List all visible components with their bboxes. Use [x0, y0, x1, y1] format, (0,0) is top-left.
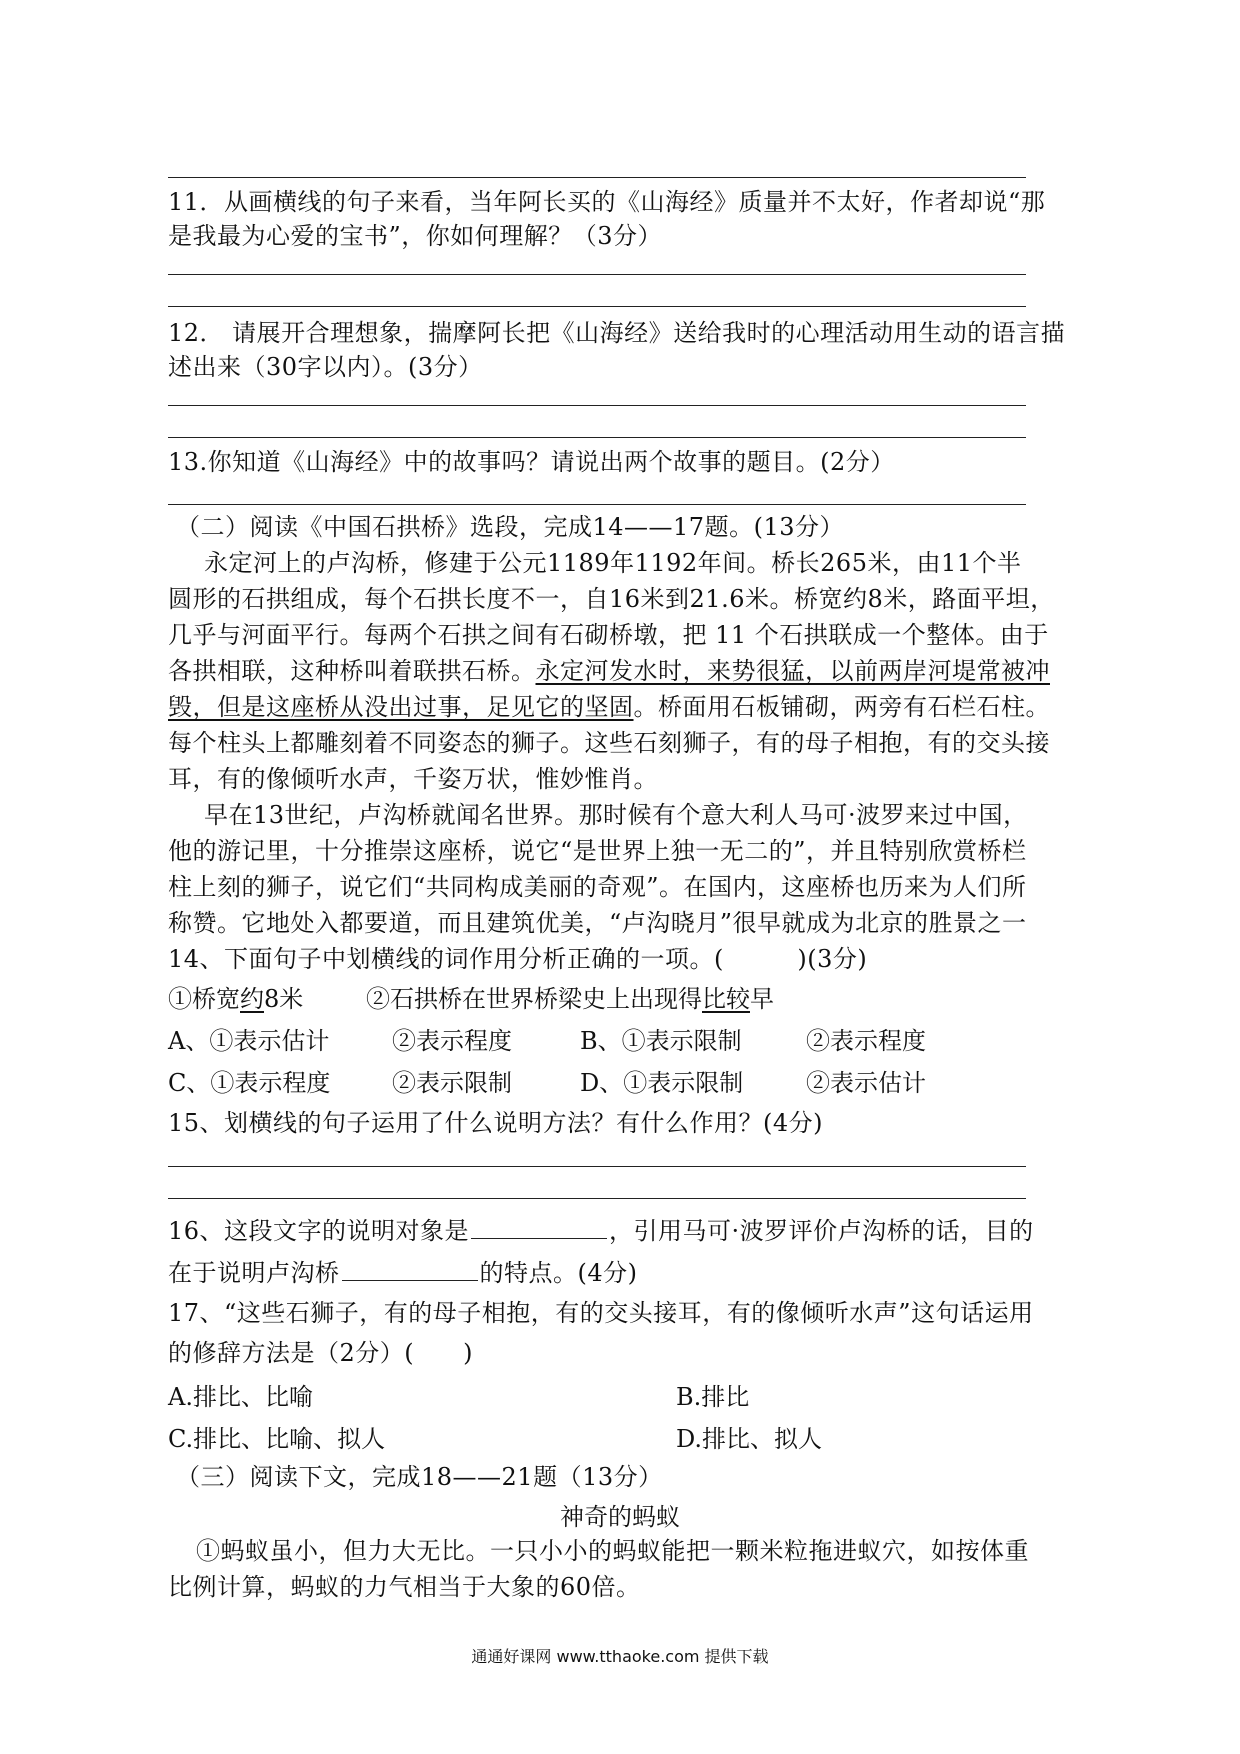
sentence-text: 8米: [264, 985, 304, 1013]
underlined-sentence: 毁，但是这座桥从没出过事，足见它的坚固: [168, 693, 634, 721]
q17-line-2: 的修辞方法是（2分）( ): [168, 1339, 473, 1367]
q17-option-d: D.排比、拟人: [676, 1425, 823, 1453]
answer-line: [168, 437, 1026, 438]
section2-header: （二）阅读《中国石拱桥》选段，完成14——17题。(13分）: [176, 513, 844, 541]
passage-line: ①蚂蚁虽小，但力大无比。一只小小的蚂蚁能把一颗米粒拖进蚁穴，如按体重: [196, 1537, 1029, 1565]
passage-line: 早在13世纪，卢沟桥就闻名世界。那时候有个意大利人马可·波罗来过中国，: [204, 801, 1028, 829]
answer-line: [168, 405, 1026, 406]
fill-blank[interactable]: [471, 1216, 607, 1239]
underlined-word: 约: [240, 985, 264, 1013]
q17-option-c: C.排比、比喻、拟人: [168, 1425, 386, 1453]
passage-line: 耳，有的像倾听水声，千姿万状，惟妙惟肖。: [168, 765, 658, 793]
sentence-text: ②石拱桥在世界桥梁史上出现得: [366, 985, 702, 1013]
passage-text: 各拱相联，这种桥叫着联拱石桥。: [168, 657, 536, 685]
passage-line: 每个柱头上都雕刻着不同姿态的狮子。这些石刻狮子，有的母子相抱，有的交头接: [168, 729, 1050, 757]
passage-line: 称赞。它地处入都要道，而且建筑优美，“卢沟晓月”很早就成为北京的胜景之一: [168, 909, 1027, 937]
underlined-sentence: 永定河发水时，来势很猛，以前两岸河堤常被冲: [535, 657, 1050, 685]
q14-stem: 14、下面句子中划横线的词作用分析正确的一项。( )(3分): [168, 945, 868, 973]
q16-line-2: [168, 1258, 638, 1288]
q14-option-d: D、①表示限制: [580, 1069, 744, 1097]
q17-option-a: A.排比、比喻: [168, 1383, 313, 1411]
question-text: 16、这段文字的说明对象是: [168, 1217, 470, 1245]
fill-blank[interactable]: [342, 1258, 478, 1281]
q14-option-a-2: ②表示程度: [392, 1027, 512, 1055]
answer-line: [168, 1166, 1026, 1167]
passage-line: [168, 656, 1050, 686]
sentence-text: ①桥宽: [168, 985, 240, 1013]
question-text: 在于说明卢沟桥: [168, 1259, 340, 1287]
answer-line: [168, 1198, 1026, 1199]
q14-option-c: C、①表示程度: [168, 1069, 331, 1097]
passage-line: 比例计算，蚂蚁的力气相当于大象的60倍。: [168, 1573, 641, 1601]
footer-credit: 通通好课网 www.tthaoke.com 提供下载: [471, 1647, 769, 1666]
article-title: 神奇的蚂蚁: [560, 1503, 680, 1531]
question-text: 的特点。(4分): [479, 1259, 638, 1287]
sentence-text: 早: [750, 985, 774, 1013]
q17-option-b: B.排比: [676, 1383, 750, 1411]
passage-line: 他的游记里，十分推崇这座桥，说它“是世界上独一无二的”，并且特别欣赏桥栏: [168, 837, 1027, 865]
answer-line: [168, 504, 1026, 505]
passage-text: 。桥面用石板铺砌，两旁有石栏石柱。: [633, 693, 1050, 721]
q14-option-b: B、①表示限制: [580, 1027, 742, 1055]
q13-line-1: 13.你知道《山海经》中的故事吗？请说出两个故事的题目。(2分）: [168, 448, 895, 476]
q15-stem: 15、划横线的句子运用了什么说明方法？有什么作用？(4分): [168, 1109, 824, 1137]
answer-line: [168, 274, 1026, 275]
q11-line-2: 是我最为心爱的宝书”，你如何理解？（3分）: [168, 222, 663, 250]
q14-sentence-1: [168, 984, 303, 1014]
q14-option-c-2: ②表示限制: [392, 1069, 512, 1097]
q17-line-1: 17、“这些石狮子，有的母子相抱，有的交头接耳，有的像倾听水声”这句话运用: [168, 1299, 1034, 1327]
section3-header: （三）阅读下文，完成18——21题（13分）: [176, 1463, 663, 1491]
answer-line: [168, 306, 1026, 307]
q14-option-d-2: ②表示估计: [806, 1069, 926, 1097]
passage-line: [168, 692, 1050, 722]
q14-option-a: A、①表示估计: [168, 1027, 330, 1055]
q16-line-1: [168, 1216, 1034, 1246]
q11-line-1: 11．从画横线的句子来看，当年阿长买的《山海经》质量并不太好，作者却说“那: [168, 188, 1046, 216]
passage-line: 柱上刻的狮子，说它们“共同构成美丽的奇观”。在国内，这座桥也历来为人们所: [168, 873, 1027, 901]
passage-line: 几乎与河面平行。每两个石拱之间有石砌桥墩，把 11 个石拱联成一个整体。由于: [168, 621, 1049, 649]
q12-line-2: 述出来（30字以内）。(3分）: [168, 353, 483, 381]
q14-sentence-2: [366, 984, 774, 1014]
passage-line: 永定河上的卢沟桥，修建于公元1189年1192年间。桥长265米，由11个半: [204, 549, 1022, 577]
underlined-word: 比较: [702, 985, 750, 1013]
q14-option-b-2: ②表示程度: [806, 1027, 926, 1055]
passage-line: 圆形的石拱组成，每个石拱长度不一，自16米到21.6米。桥宽约8米，路面平坦，: [168, 585, 1055, 613]
question-text: ，引用马可·波罗评价卢沟桥的话，目的: [609, 1217, 1034, 1245]
q12-line-1: 12． 请展开合理想象，揣摩阿长把《山海经》送给我时的心理活动用生动的语言描: [168, 319, 1066, 347]
answer-line: [168, 177, 1026, 178]
